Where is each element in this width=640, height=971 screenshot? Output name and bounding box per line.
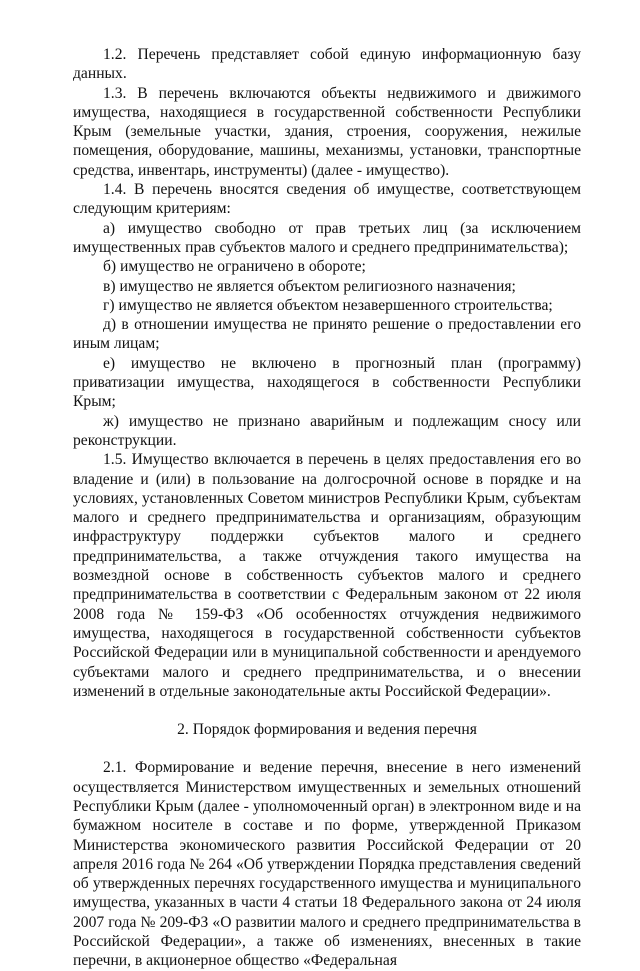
- section-heading: 2. Порядок формирования и ведения перечня: [177, 721, 477, 739]
- criterion-e: е) имущество не включено в прогнозный план (программу) приватизации имущества, находящегося в собственности Республики Крым;: [73, 354, 581, 411]
- criterion-v: в) имущество не является объектом религиозного назначения;: [103, 277, 516, 295]
- criterion-b: б) имущество не ограничено в обороте;: [103, 258, 366, 276]
- paragraph-1-3: 1.3. В перечень включаются объекты недвижимого и движимого имущества, находящиеся в государственной собственности Республики Крым (земельные участки, здания, строения, сооружения, нежилые помещения, оборудование, машины, механизмы, установки, транспортные средства, инвентарь, инструменты) (далее - имущество).: [73, 84, 581, 179]
- criterion-zh: ж) имущество не признано аварийным и подлежащим сносу или реконструкции.: [73, 412, 581, 449]
- criterion-d: д) в отношении имущества не принято решение о предоставлении его иным лицам;: [73, 316, 581, 353]
- paragraph-1-4: 1.4. В перечень вносятся сведения об имуществе, соответствующем следующим критериям:: [73, 181, 581, 218]
- criterion-a: а) имущество свободно от прав третьих лиц (за исключением имущественных прав субъектов малого и среднего предпринимательства);: [73, 219, 581, 256]
- criterion-g: г) имущество не является объектом незавершенного строительства;: [103, 296, 553, 314]
- paragraph-1-5: 1.5. Имущество включается в перечень в целях предоставления его во владение и (или) в пользование на долгосрочной основе в порядке и на условиях, установленных Советом министров Республики Крым, субъектам малого и среднего предпринимательства и организациям, образующим инфраструктуру поддержки субъектов малого и среднего предпринимательства, а также отчуждения такого имущества на возмездной основе в собственность субъектов малого и среднего предпринимательства в соответствии с Федеральным законом от 22 июля 2008 года № 159-ФЗ «Об особенностях отчуждения недвижимого имущества, находящегося в государственной собственности субъектов Российской Федерации или в муниципальной собственности и арендуемого субъектами малого и среднего предпринимательства, и о внесении изменений в отдельные законодательные акты Российской Федерации».: [73, 451, 581, 700]
- paragraph-1-2: 1.2. Перечень представляет собой единую информационную базу данных.: [73, 46, 581, 83]
- document-body: [73, 45, 581, 971]
- paragraph-2-1: 2.1. Формирование и ведение перечня, внесение в него изменений осуществляется Министерством имущественных и земельных отношений Республики Крым (далее - уполномоченный орган) в электронном виде и на бумажном носителе в составе и по форме, утвержденной Приказом Министерства экономического развития Российской Федерации от 20 апреля 2016 года № 264 «Об утверждении Порядка представления сведений об утвержденных перечнях государственного имущества и муниципального имущества, указанных в части 4 статьи 18 Федерального закона от 24 июля 2007 года № 209-ФЗ «О развитии малого и среднего предпринимательства в Российской Федерации», а также об изменениях, внесенных в такие перечни, в акционерное общество «Федеральная: [73, 759, 581, 970]
